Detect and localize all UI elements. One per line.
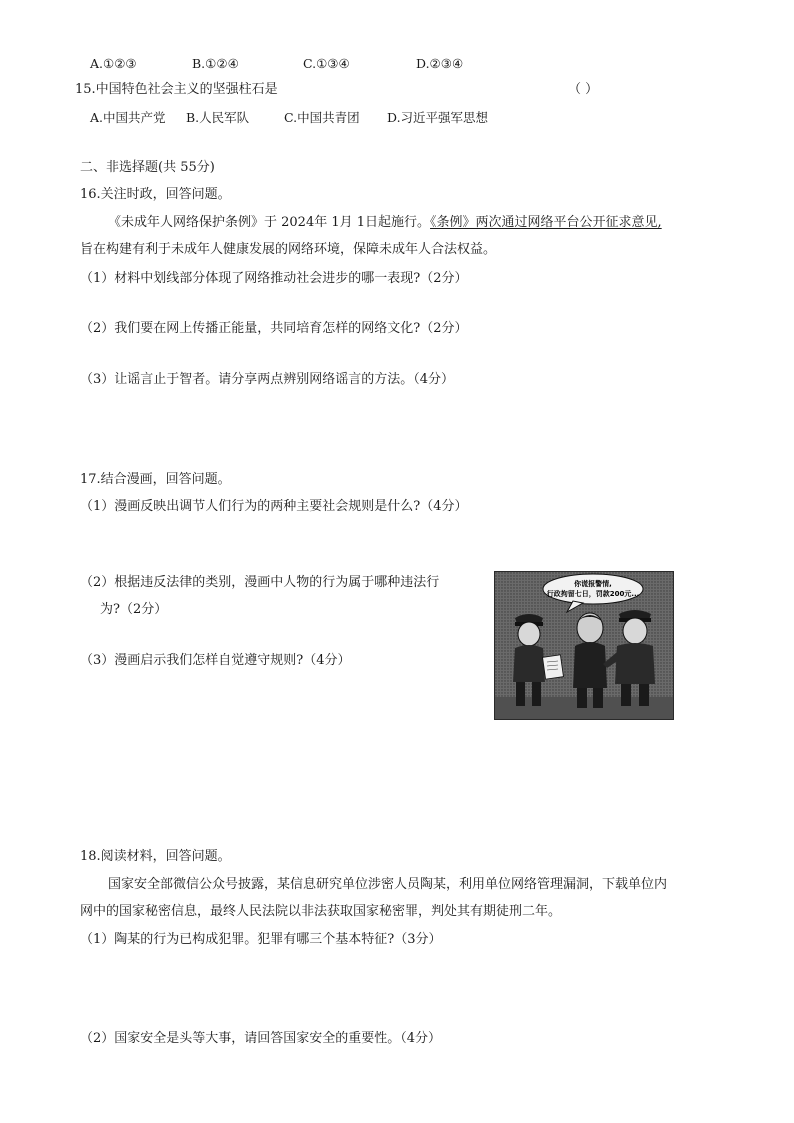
q14-option-b: B.①②④ xyxy=(192,56,239,71)
section-title: 二、非选择题(共 55分) xyxy=(80,160,215,175)
q18-stem: 18.阅读材料，回答问题。 xyxy=(80,849,231,864)
bubble-line1: 你谎报警情, xyxy=(574,580,612,588)
q17-sub2-line2: 为?（2分） xyxy=(100,602,168,617)
q16-sub3: （3）让谣言止于智者。请分享两点辨别网络谣言的方法。（4分） xyxy=(80,372,455,387)
q17-sub1: （1）漫画反映出调节人们行为的两种主要社会规则是什么?（4分） xyxy=(80,499,468,514)
q18-material-line1: 国家安全部微信公众号披露，某信息研究单位涉密人员陶某，利用单位网络管理漏洞，下载单位内 xyxy=(108,877,668,892)
q15-option-c: C.中国共青团 xyxy=(284,110,360,125)
q17-sub3: （3）漫画启示我们怎样自觉遵守规则?（4分） xyxy=(80,653,351,668)
cartoon-image xyxy=(494,571,674,720)
q15-option-a: A.中国共产党 xyxy=(90,110,166,125)
q18-sub2: （2）国家安全是头等大事，请回答国家安全的重要性。（4分） xyxy=(80,1031,442,1046)
bubble-line2: 行政拘留七日，罚款200元... xyxy=(546,590,640,598)
q17-sub2-line1: （2）根据违反法律的类别，漫画中人物的行为属于哪种违法行 xyxy=(80,575,440,590)
q16-sub1: （1）材料中划线部分体现了网络推动社会进步的哪一表现?（2分） xyxy=(80,271,468,286)
q16-stem: 16.关注时政，回答问题。 xyxy=(80,187,231,202)
q14-option-c: C.①③④ xyxy=(303,56,350,71)
q15-stem: 15.中国特色社会主义的坚强柱石是 xyxy=(75,82,278,97)
q17-stem: 17.结合漫画，回答问题。 xyxy=(80,472,231,487)
q14-option-a: A.①②③ xyxy=(90,56,137,71)
q18-sub1: （1）陶某的行为已构成犯罪。犯罪有哪三个基本特征?（3分） xyxy=(80,932,442,947)
q15-option-b: B.人民军队 xyxy=(186,110,250,125)
q16-sub2: （2）我们要在网上传播正能量，共同培育怎样的网络文化?（2分） xyxy=(80,321,468,336)
q15-answer-blank: （ ） xyxy=(568,82,599,97)
q18-material-line2: 网中的国家秘密信息，最终人民法院以非法获取国家秘密罪，判处其有期徒刑二年。 xyxy=(80,904,562,919)
q16-material-part1: 《未成年人网络保护条例》于 2024年 1月 1日起施行。 xyxy=(108,215,431,230)
q16-material-underlined: 《条例》两次通过网络平台公开征求意见, xyxy=(430,215,662,230)
q16-material-line1 xyxy=(108,214,662,232)
q16-material-line2: 旨在构建有利于未成年人健康发展的网络环境，保障未成年人合法权益。 xyxy=(80,242,497,257)
q15-option-d: D.习近平强军思想 xyxy=(387,110,489,125)
q14-option-d: D.②③④ xyxy=(416,56,464,71)
